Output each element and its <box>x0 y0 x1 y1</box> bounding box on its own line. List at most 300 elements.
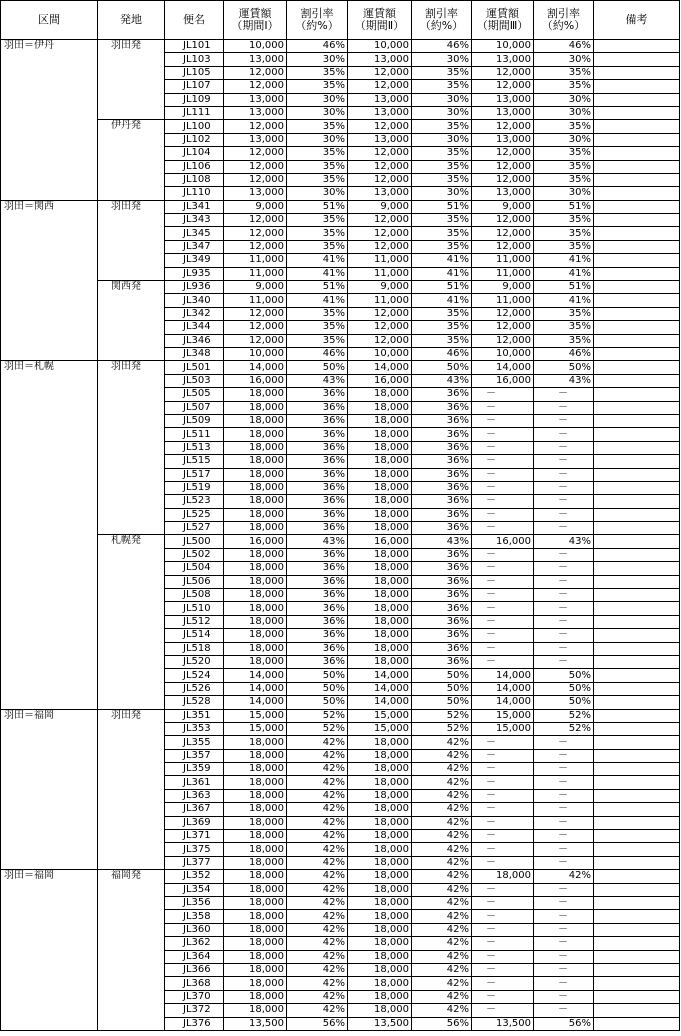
fare-period-1-cell: 18,000 <box>224 468 287 481</box>
flight-number-cell: JL506 <box>165 575 224 588</box>
discount-2-cell: 42% <box>412 830 472 843</box>
notes-cell <box>594 682 680 695</box>
discount-2-cell: 43% <box>412 535 472 548</box>
discount-3-cell: － <box>534 990 594 1003</box>
fare-period-3-cell: 9,000 <box>472 200 534 213</box>
discount-2-cell: 35% <box>412 307 472 320</box>
fare-period-3-cell: 12,000 <box>472 147 534 160</box>
table-row <box>1 281 680 294</box>
discount-2-cell: 42% <box>412 950 472 963</box>
discount-3-cell: － <box>534 789 594 802</box>
notes-cell <box>594 655 680 668</box>
fare-period-2-cell: 18,000 <box>348 990 412 1003</box>
discount-1-cell: 51% <box>287 281 348 294</box>
discount-2-cell: 52% <box>412 709 472 722</box>
discount-2-cell: 52% <box>412 722 472 735</box>
fare-period-3-cell: 15,000 <box>472 722 534 735</box>
notes-cell <box>594 401 680 414</box>
fare-period-3-cell: 9,000 <box>472 281 534 294</box>
discount-3-cell: 43% <box>534 535 594 548</box>
discount-3-cell: － <box>534 441 594 454</box>
discount-2-cell: 36% <box>412 441 472 454</box>
notes-cell <box>594 388 680 401</box>
fare-period-2-cell: 13,000 <box>348 187 412 200</box>
discount-1-cell: 36% <box>287 481 348 494</box>
fare-period-1-cell: 13,000 <box>224 133 287 146</box>
fare-period-1-cell: 18,000 <box>224 736 287 749</box>
flight-number-cell: JL351 <box>165 709 224 722</box>
discount-2-cell: 36% <box>412 455 472 468</box>
flight-number-cell: JL504 <box>165 562 224 575</box>
discount-1-cell: 30% <box>287 133 348 146</box>
flight-number-cell: JL360 <box>165 923 224 936</box>
discount-2-cell: 36% <box>412 589 472 602</box>
fare-period-1-cell: 18,000 <box>224 749 287 762</box>
discount-1-cell: 36% <box>287 562 348 575</box>
origin-cell: 伊丹発 <box>98 120 165 200</box>
discount-1-cell: 35% <box>287 214 348 227</box>
fare-period-2-cell: 18,000 <box>348 843 412 856</box>
discount-1-cell: 36% <box>287 629 348 642</box>
discount-3-cell: 30% <box>534 187 594 200</box>
fare-period-2-cell: 11,000 <box>348 254 412 267</box>
header-discount-2: 割引率 （約%） <box>412 1 472 40</box>
fare-period-3-cell: － <box>472 749 534 762</box>
fare-period-1-cell: 15,000 <box>224 709 287 722</box>
flight-number-cell: JL514 <box>165 629 224 642</box>
discount-2-cell: 43% <box>412 374 472 387</box>
fare-period-1-cell: 13,000 <box>224 93 287 106</box>
flight-number-cell: JL523 <box>165 495 224 508</box>
discount-1-cell: 36% <box>287 468 348 481</box>
flight-number-cell: JL109 <box>165 93 224 106</box>
discount-2-cell: 50% <box>412 696 472 709</box>
discount-3-cell: － <box>534 388 594 401</box>
flight-number-cell: JL347 <box>165 240 224 253</box>
discount-3-cell: － <box>534 655 594 668</box>
header-discount-1: 割引率 （約%） <box>287 1 348 40</box>
discount-1-cell: 43% <box>287 535 348 548</box>
notes-cell <box>594 147 680 160</box>
discount-3-cell: － <box>534 548 594 561</box>
discount-2-cell: 51% <box>412 281 472 294</box>
fare-period-2-cell: 18,000 <box>348 897 412 910</box>
fare-period-1-cell: 18,000 <box>224 789 287 802</box>
fare-period-1-cell: 12,000 <box>224 147 287 160</box>
fare-period-1-cell: 18,000 <box>224 522 287 535</box>
discount-2-cell: 35% <box>412 160 472 173</box>
fare-period-3-cell: 12,000 <box>472 66 534 79</box>
discount-1-cell: 36% <box>287 522 348 535</box>
fare-period-1-cell: 18,000 <box>224 414 287 427</box>
fare-period-1-cell: 18,000 <box>224 763 287 776</box>
fare-period-3-cell: 11,000 <box>472 294 534 307</box>
notes-cell <box>594 803 680 816</box>
table-row <box>1 120 680 133</box>
notes-cell <box>594 629 680 642</box>
discount-1-cell: 50% <box>287 669 348 682</box>
flight-number-cell: JL359 <box>165 763 224 776</box>
notes-cell <box>594 361 680 374</box>
discount-1-cell: 41% <box>287 267 348 280</box>
discount-1-cell: 36% <box>287 508 348 521</box>
fare-period-3-cell: － <box>472 481 534 494</box>
discount-1-cell: 46% <box>287 347 348 360</box>
discount-2-cell: 36% <box>412 388 472 401</box>
notes-cell <box>594 414 680 427</box>
discount-3-cell: － <box>534 816 594 829</box>
notes-cell <box>594 722 680 735</box>
fare-period-3-cell: － <box>472 1004 534 1017</box>
discount-1-cell: 36% <box>287 615 348 628</box>
notes-cell <box>594 80 680 93</box>
discount-1-cell: 42% <box>287 1004 348 1017</box>
fare-period-3-cell: 15,000 <box>472 709 534 722</box>
fare-period-3-cell: 11,000 <box>472 267 534 280</box>
fare-period-1-cell: 9,000 <box>224 200 287 213</box>
notes-cell <box>594 481 680 494</box>
discount-1-cell: 35% <box>287 240 348 253</box>
fare-period-2-cell: 18,000 <box>348 736 412 749</box>
fare-period-1-cell: 12,000 <box>224 173 287 186</box>
discount-2-cell: 42% <box>412 923 472 936</box>
discount-3-cell: － <box>534 401 594 414</box>
fare-period-3-cell: 12,000 <box>472 240 534 253</box>
fare-period-2-cell: 18,000 <box>348 830 412 843</box>
fare-period-1-cell: 18,000 <box>224 1004 287 1017</box>
discount-1-cell: 36% <box>287 495 348 508</box>
fare-period-2-cell: 12,000 <box>348 173 412 186</box>
flight-number-cell: JL367 <box>165 803 224 816</box>
flight-number-cell: JL525 <box>165 508 224 521</box>
flight-number-cell: JL361 <box>165 776 224 789</box>
discount-3-cell: 50% <box>534 669 594 682</box>
fare-period-2-cell: 13,000 <box>348 53 412 66</box>
fare-period-1-cell: 18,000 <box>224 977 287 990</box>
fare-period-2-cell: 18,000 <box>348 789 412 802</box>
discount-3-cell: 35% <box>534 334 594 347</box>
fare-period-2-cell: 18,000 <box>348 629 412 642</box>
flight-number-cell: JL349 <box>165 254 224 267</box>
discount-1-cell: 50% <box>287 361 348 374</box>
discount-1-cell: 35% <box>287 307 348 320</box>
fare-period-2-cell: 18,000 <box>348 388 412 401</box>
discount-2-cell: 51% <box>412 200 472 213</box>
discount-2-cell: 42% <box>412 749 472 762</box>
fare-period-2-cell: 12,000 <box>348 147 412 160</box>
flight-number-cell: JL103 <box>165 53 224 66</box>
discount-3-cell: － <box>534 508 594 521</box>
discount-3-cell: 50% <box>534 361 594 374</box>
discount-1-cell: 36% <box>287 589 348 602</box>
fare-period-2-cell: 12,000 <box>348 66 412 79</box>
flight-number-cell: JL509 <box>165 414 224 427</box>
fare-period-3-cell: － <box>472 776 534 789</box>
discount-2-cell: 35% <box>412 334 472 347</box>
flight-number-cell: JL519 <box>165 481 224 494</box>
fare-period-2-cell: 18,000 <box>348 642 412 655</box>
fare-period-3-cell: － <box>472 495 534 508</box>
discount-1-cell: 36% <box>287 602 348 615</box>
discount-2-cell: 41% <box>412 254 472 267</box>
discount-3-cell: － <box>534 642 594 655</box>
fare-period-3-cell: 14,000 <box>472 682 534 695</box>
discount-1-cell: 50% <box>287 682 348 695</box>
fare-period-3-cell: － <box>472 950 534 963</box>
fare-period-1-cell: 18,000 <box>224 589 287 602</box>
discount-3-cell: 41% <box>534 294 594 307</box>
fare-period-3-cell: － <box>472 816 534 829</box>
flight-number-cell: JL358 <box>165 910 224 923</box>
discount-2-cell: 30% <box>412 133 472 146</box>
discount-1-cell: 42% <box>287 897 348 910</box>
fare-period-3-cell: － <box>472 615 534 628</box>
table-body <box>1 40 680 1031</box>
fare-period-2-cell: 18,000 <box>348 963 412 976</box>
discount-3-cell: － <box>534 481 594 494</box>
flight-number-cell: JL348 <box>165 347 224 360</box>
notes-cell <box>594 321 680 334</box>
fare-period-1-cell: 18,000 <box>224 830 287 843</box>
discount-1-cell: 42% <box>287 736 348 749</box>
fare-period-1-cell: 14,000 <box>224 682 287 695</box>
fare-period-2-cell: 18,000 <box>348 548 412 561</box>
notes-cell <box>594 160 680 173</box>
flight-number-cell: JL369 <box>165 816 224 829</box>
fare-period-2-cell: 18,000 <box>348 455 412 468</box>
notes-cell <box>594 522 680 535</box>
fare-period-3-cell: 13,000 <box>472 187 534 200</box>
fare-period-3-cell: 12,000 <box>472 214 534 227</box>
discount-3-cell: － <box>534 736 594 749</box>
fare-period-1-cell: 12,000 <box>224 80 287 93</box>
fare-period-2-cell: 12,000 <box>348 80 412 93</box>
discount-1-cell: 36% <box>287 642 348 655</box>
discount-3-cell: － <box>534 763 594 776</box>
discount-3-cell: 52% <box>534 709 594 722</box>
fare-period-2-cell: 12,000 <box>348 240 412 253</box>
discount-3-cell: － <box>534 950 594 963</box>
discount-1-cell: 42% <box>287 816 348 829</box>
discount-1-cell: 56% <box>287 1017 348 1030</box>
notes-cell <box>594 963 680 976</box>
fare-period-3-cell: － <box>472 763 534 776</box>
discount-2-cell: 35% <box>412 120 472 133</box>
discount-2-cell: 36% <box>412 522 472 535</box>
discount-2-cell: 41% <box>412 294 472 307</box>
discount-3-cell: 35% <box>534 160 594 173</box>
fare-period-2-cell: 18,000 <box>348 522 412 535</box>
discount-2-cell: 35% <box>412 173 472 186</box>
fare-period-1-cell: 10,000 <box>224 347 287 360</box>
discount-3-cell: 46% <box>534 40 594 53</box>
notes-cell <box>594 120 680 133</box>
discount-3-cell: 41% <box>534 254 594 267</box>
fare-period-2-cell: 12,000 <box>348 214 412 227</box>
fare-period-3-cell: 12,000 <box>472 307 534 320</box>
notes-cell <box>594 856 680 869</box>
flight-number-cell: JL508 <box>165 589 224 602</box>
discount-3-cell: 35% <box>534 80 594 93</box>
discount-2-cell: 35% <box>412 147 472 160</box>
fare-period-1-cell: 18,000 <box>224 963 287 976</box>
discount-3-cell: － <box>534 522 594 535</box>
discount-1-cell: 30% <box>287 187 348 200</box>
notes-cell <box>594 535 680 548</box>
discount-3-cell: 35% <box>534 214 594 227</box>
discount-1-cell: 42% <box>287 843 348 856</box>
fare-period-1-cell: 12,000 <box>224 321 287 334</box>
discount-2-cell: 42% <box>412 883 472 896</box>
fare-period-2-cell: 14,000 <box>348 696 412 709</box>
route-cell: 羽田＝福岡 <box>1 709 98 870</box>
notes-cell <box>594 589 680 602</box>
discount-1-cell: 36% <box>287 401 348 414</box>
discount-1-cell: 35% <box>287 321 348 334</box>
fare-period-3-cell: － <box>472 897 534 910</box>
origin-cell: 関西発 <box>98 281 165 361</box>
flight-number-cell: JL500 <box>165 535 224 548</box>
flight-number-cell: JL518 <box>165 642 224 655</box>
discount-1-cell: 35% <box>287 147 348 160</box>
flight-number-cell: JL515 <box>165 455 224 468</box>
notes-cell <box>594 441 680 454</box>
notes-cell <box>594 843 680 856</box>
fare-period-2-cell: 18,000 <box>348 468 412 481</box>
discount-3-cell: － <box>534 1004 594 1017</box>
discount-2-cell: 42% <box>412 776 472 789</box>
discount-3-cell: － <box>534 562 594 575</box>
fare-period-3-cell: － <box>472 589 534 602</box>
fare-period-2-cell: 18,000 <box>348 816 412 829</box>
discount-3-cell: － <box>534 589 594 602</box>
fare-period-3-cell: 12,000 <box>472 160 534 173</box>
notes-cell <box>594 294 680 307</box>
notes-cell <box>594 602 680 615</box>
discount-1-cell: 42% <box>287 856 348 869</box>
fare-period-1-cell: 18,000 <box>224 441 287 454</box>
fare-period-1-cell: 18,000 <box>224 776 287 789</box>
fare-period-2-cell: 15,000 <box>348 709 412 722</box>
flight-number-cell: JL503 <box>165 374 224 387</box>
fare-period-3-cell: － <box>472 937 534 950</box>
notes-cell <box>594 749 680 762</box>
discount-1-cell: 36% <box>287 428 348 441</box>
header-origin: 発地 <box>98 1 165 40</box>
fare-period-1-cell: 11,000 <box>224 294 287 307</box>
discount-3-cell: － <box>534 830 594 843</box>
discount-1-cell: 36% <box>287 548 348 561</box>
fare-period-2-cell: 9,000 <box>348 200 412 213</box>
discount-3-cell: － <box>534 602 594 615</box>
notes-cell <box>594 267 680 280</box>
fare-period-1-cell: 18,000 <box>224 655 287 668</box>
fare-period-1-cell: 18,000 <box>224 923 287 936</box>
discount-2-cell: 36% <box>412 401 472 414</box>
discount-3-cell: 51% <box>534 281 594 294</box>
fare-period-1-cell: 18,000 <box>224 870 287 883</box>
fare-period-2-cell: 18,000 <box>348 870 412 883</box>
fare-period-2-cell: 18,000 <box>348 615 412 628</box>
fare-period-2-cell: 10,000 <box>348 347 412 360</box>
discount-2-cell: 42% <box>412 843 472 856</box>
fare-period-1-cell: 18,000 <box>224 856 287 869</box>
fare-period-1-cell: 18,000 <box>224 950 287 963</box>
origin-cell: 羽田発 <box>98 200 165 280</box>
flight-number-cell: JL501 <box>165 361 224 374</box>
fare-period-2-cell: 12,000 <box>348 307 412 320</box>
route-cell: 羽田＝札幌 <box>1 361 98 709</box>
discount-3-cell: 50% <box>534 696 594 709</box>
fare-period-3-cell: － <box>472 990 534 1003</box>
discount-3-cell: － <box>534 749 594 762</box>
discount-2-cell: 30% <box>412 53 472 66</box>
flight-number-cell: JL100 <box>165 120 224 133</box>
fare-period-1-cell: 18,000 <box>224 629 287 642</box>
flight-number-cell: JL375 <box>165 843 224 856</box>
notes-cell <box>594 816 680 829</box>
fare-period-1-cell: 12,000 <box>224 214 287 227</box>
notes-cell <box>594 173 680 186</box>
fare-period-2-cell: 18,000 <box>348 575 412 588</box>
discount-3-cell: － <box>534 428 594 441</box>
fare-period-1-cell: 15,000 <box>224 722 287 735</box>
notes-cell <box>594 133 680 146</box>
flight-number-cell: JL376 <box>165 1017 224 1030</box>
fare-period-2-cell: 12,000 <box>348 120 412 133</box>
notes-cell <box>594 870 680 883</box>
notes-cell <box>594 615 680 628</box>
discount-3-cell: 30% <box>534 133 594 146</box>
notes-cell <box>594 495 680 508</box>
notes-cell <box>594 950 680 963</box>
origin-cell: 羽田発 <box>98 40 165 120</box>
flight-number-cell: JL510 <box>165 602 224 615</box>
discount-1-cell: 30% <box>287 106 348 119</box>
discount-3-cell: 35% <box>534 307 594 320</box>
fare-period-3-cell: 14,000 <box>472 669 534 682</box>
flight-number-cell: JL370 <box>165 990 224 1003</box>
fare-period-2-cell: 12,000 <box>348 321 412 334</box>
discount-2-cell: 36% <box>412 629 472 642</box>
fare-period-3-cell: － <box>472 843 534 856</box>
discount-2-cell: 42% <box>412 963 472 976</box>
fare-period-2-cell: 16,000 <box>348 374 412 387</box>
notes-cell <box>594 937 680 950</box>
fare-period-2-cell: 18,000 <box>348 803 412 816</box>
flight-number-cell: JL101 <box>165 40 224 53</box>
discount-3-cell: － <box>534 963 594 976</box>
origin-cell: 羽田発 <box>98 709 165 870</box>
fare-period-1-cell: 18,000 <box>224 602 287 615</box>
discount-1-cell: 42% <box>287 870 348 883</box>
discount-3-cell: 46% <box>534 347 594 360</box>
discount-1-cell: 42% <box>287 776 348 789</box>
flight-number-cell: JL362 <box>165 937 224 950</box>
fare-period-1-cell: 13,000 <box>224 106 287 119</box>
notes-cell <box>594 468 680 481</box>
discount-2-cell: 56% <box>412 1017 472 1030</box>
notes-cell <box>594 709 680 722</box>
flight-number-cell: JL377 <box>165 856 224 869</box>
fare-period-3-cell: － <box>472 414 534 427</box>
fare-period-2-cell: 11,000 <box>348 294 412 307</box>
flight-number-cell: JL107 <box>165 80 224 93</box>
discount-2-cell: 35% <box>412 214 472 227</box>
fare-period-2-cell: 13,000 <box>348 133 412 146</box>
fare-period-1-cell: 16,000 <box>224 374 287 387</box>
route-cell: 羽田＝福岡 <box>1 870 98 1031</box>
